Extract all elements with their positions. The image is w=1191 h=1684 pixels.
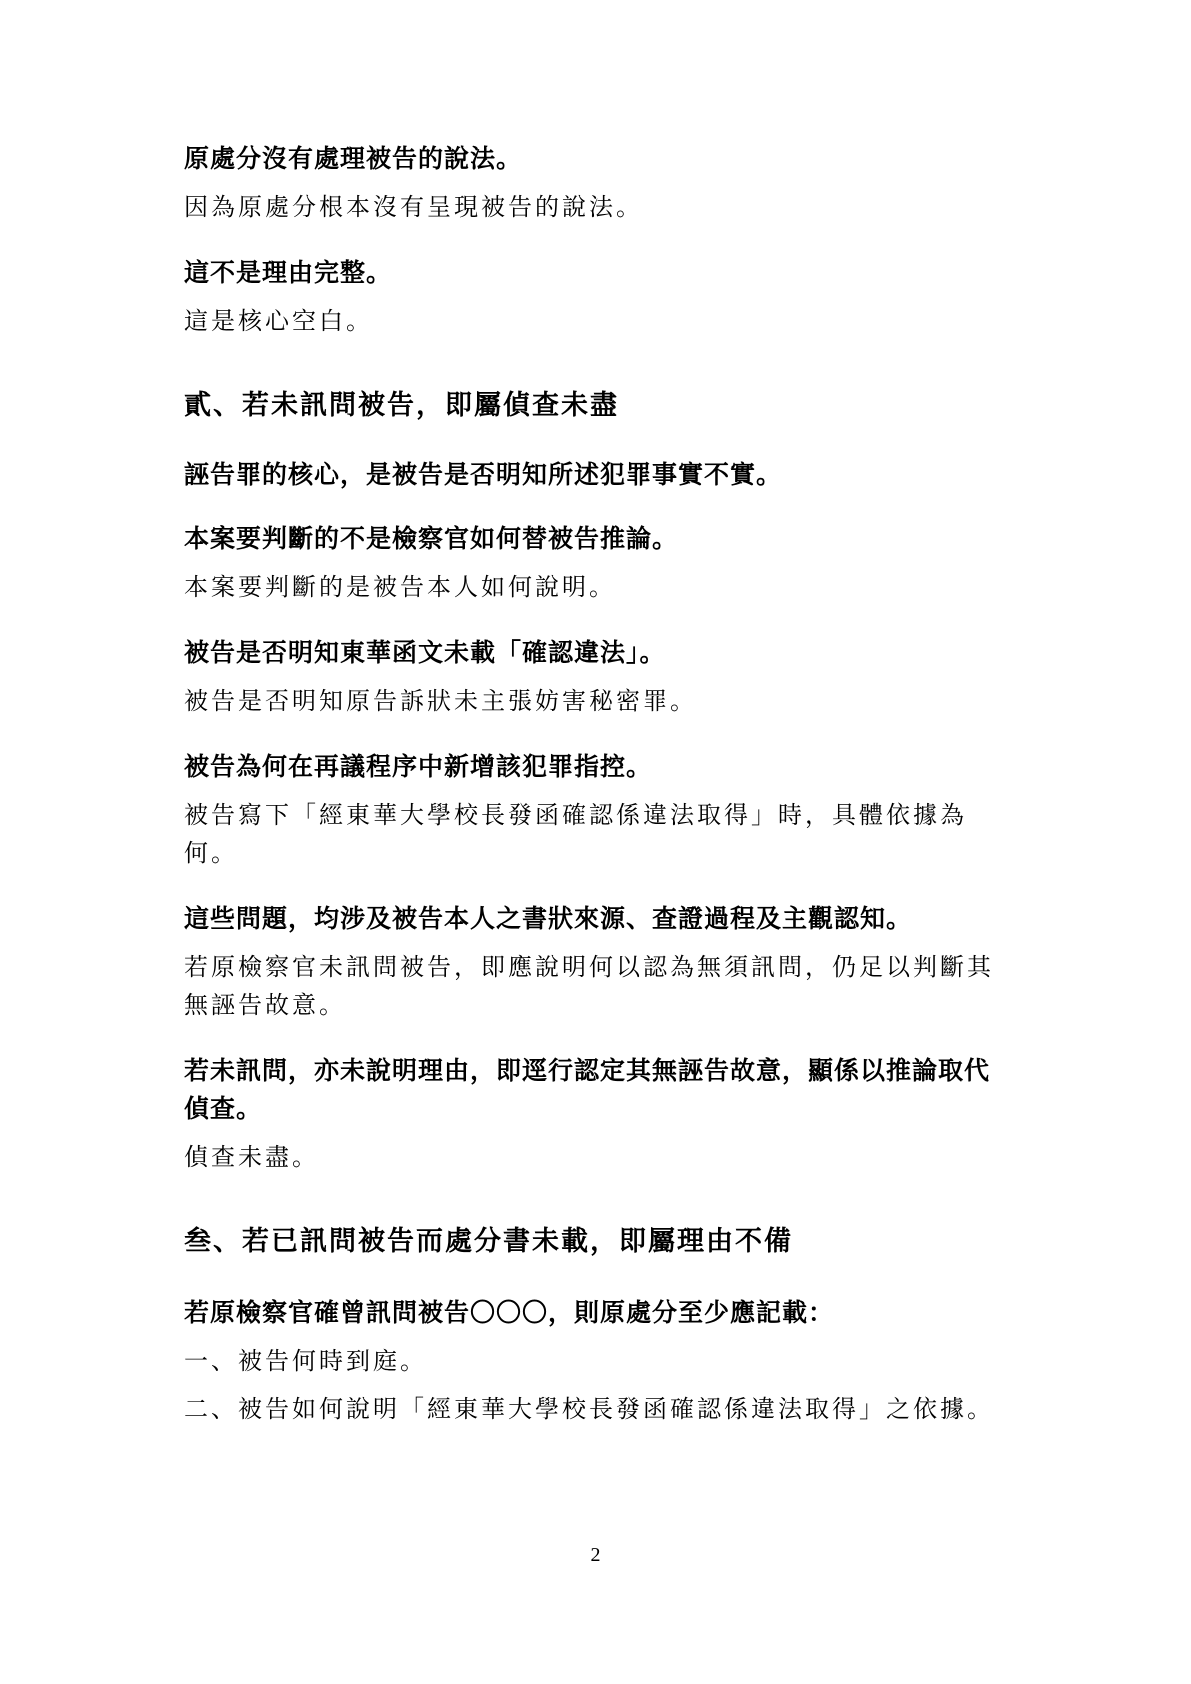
list-text: 被告何時到庭。 (238, 1347, 427, 1375)
paragraph-heading: 若原檢察官確曾訊問被告〇〇〇，則原處分至少應記載： (184, 1298, 835, 1327)
list-item (184, 1390, 1004, 1428)
paragraph-heading: 這不是理由完整。 (184, 258, 393, 287)
paragraph-heading: 誣告罪的核心，是被告是否明知所述犯罪事實不實。 (184, 460, 783, 489)
list-text: 被告如何說明「經東華大學校長發函確認係違法取得」之依據。 (238, 1395, 994, 1423)
list-number: 一、 (184, 1347, 238, 1375)
paragraph-heading: 原處分沒有處理被告的說法。 (184, 144, 523, 173)
paragraph-heading: 被告是否明知東華函文未載「確認違法」。 (184, 638, 666, 667)
paragraph-heading: 若未訊問，亦未說明理由，即逕行認定其無誣告故意，顯係以推論取代偵查。 (184, 1056, 991, 1123)
paragraph-text: 被告寫下「經東華大學校長發函確認係違法取得」時，具體依據為何。 (184, 801, 967, 867)
paragraph-heading: 本案要判斷的不是檢察官如何替被告推論。 (184, 524, 679, 553)
document-body (184, 140, 1004, 1428)
paragraph-text: 本案要判斷的是被告本人如何說明。 (184, 573, 616, 601)
paragraph-text: 這是核心空白。 (184, 307, 373, 335)
paragraph-text: 被告是否明知原告訴狀未主張妨害秘密罪。 (184, 687, 697, 715)
section-heading-2: 貳、若未訊問被告，即屬偵查未盡 (184, 390, 619, 421)
paragraph-text: 若原檢察官未訊問被告，即應說明何以認為無須訊問，仍足以判斷其無誣告故意。 (184, 953, 994, 1019)
paragraph-heading: 被告為何在再議程序中新增該犯罪指控。 (184, 752, 653, 781)
paragraph-text: 因為原處分根本沒有呈現被告的說法。 (184, 193, 643, 221)
section-heading-3: 叁、若已訊問被告而處分書未載，即屬理由不備 (184, 1226, 793, 1257)
paragraph-heading: 這些問題，均涉及被告本人之書狀來源、查證過程及主觀認知。 (184, 904, 913, 933)
page-number: 2 (590, 1544, 601, 1566)
list-number: 二、 (184, 1395, 238, 1423)
paragraph-text: 偵查未盡。 (184, 1143, 319, 1171)
list-item (184, 1342, 1004, 1380)
